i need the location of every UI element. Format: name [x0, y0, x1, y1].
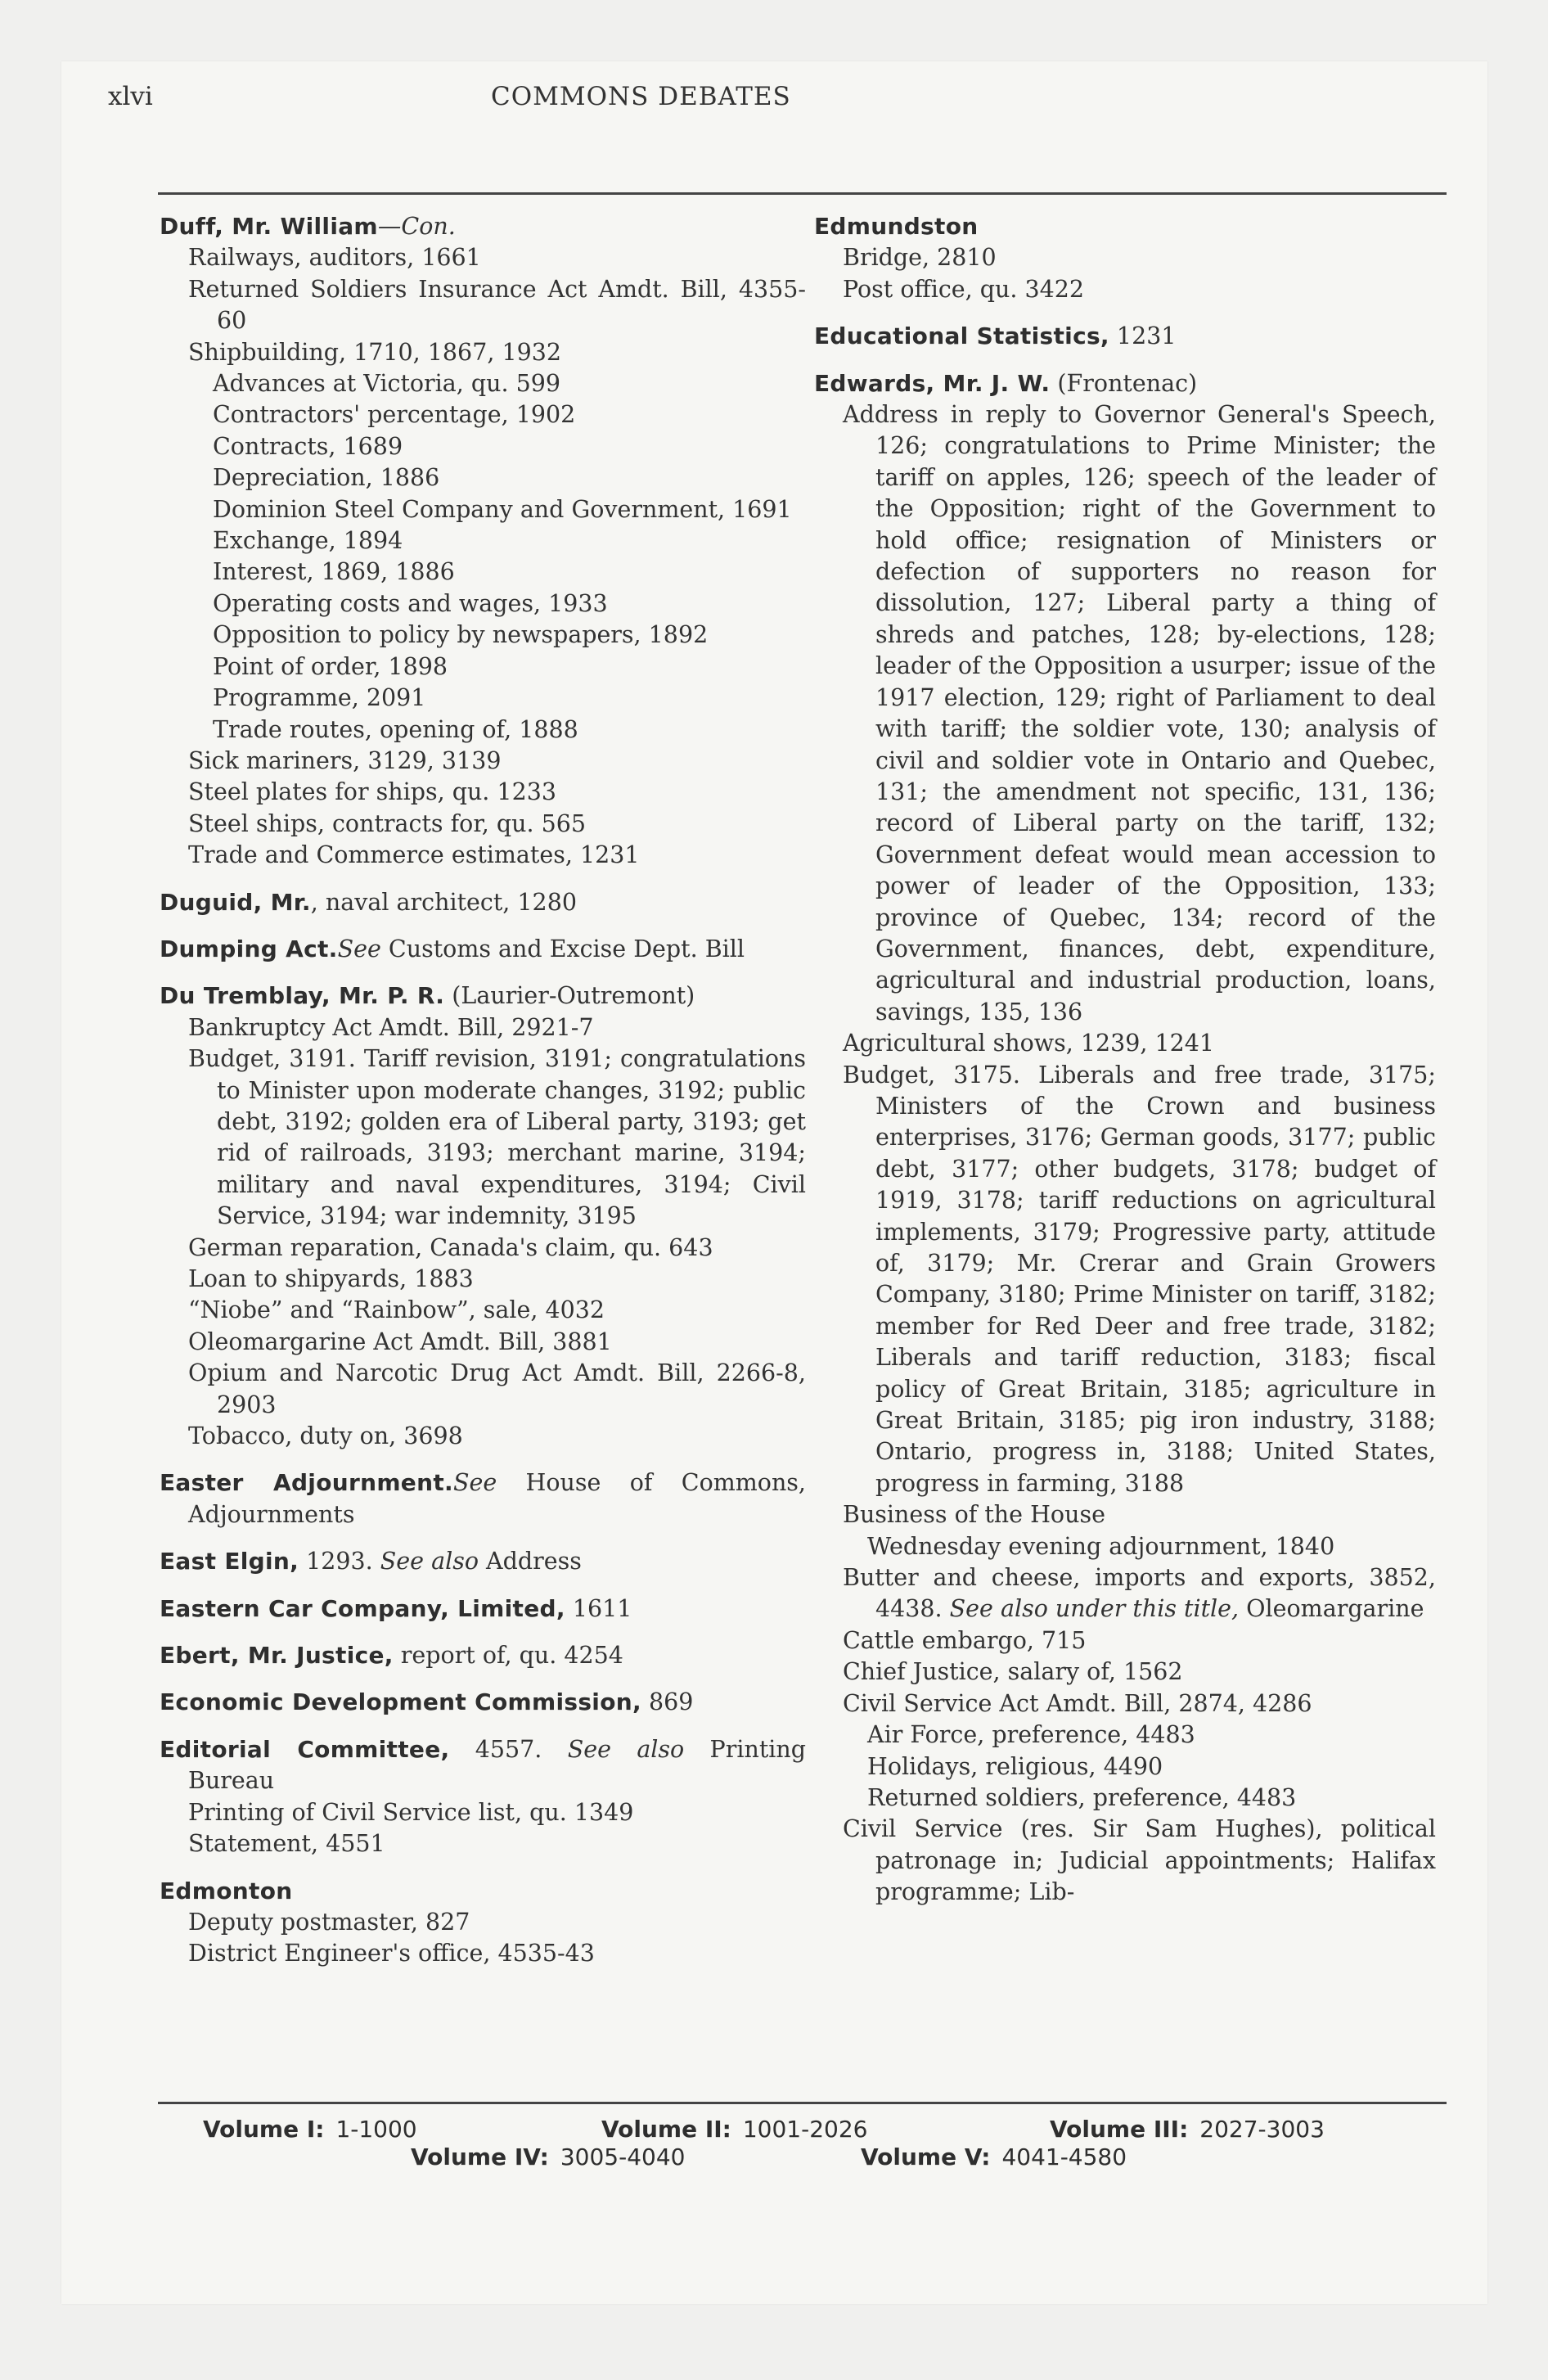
volume-range: 2027-3003 [1199, 2116, 1325, 2143]
index-entry [160, 980, 806, 1452]
index-item [160, 274, 806, 337]
index-item [160, 1907, 806, 1938]
index-entry [160, 934, 806, 965]
heading-detail: 1231 [1109, 322, 1177, 350]
item-text: Railways, auditors, 1661 [188, 244, 481, 272]
heading-name: Editorial Committee, [160, 1735, 450, 1763]
index-subitem [814, 1783, 1436, 1814]
item-text: Loan to shipyards, 1883 [188, 1265, 474, 1292]
index-subitem [160, 714, 806, 746]
index-item [160, 1327, 806, 1358]
index-item [160, 242, 806, 273]
volume-label: Volume V: [861, 2143, 991, 2170]
index-subitem [160, 588, 806, 620]
heading-detail: 869 [641, 1688, 694, 1716]
running-title: COMMONS DEBATES [491, 82, 791, 111]
item-text-tail: Oleomargarine [1246, 1595, 1424, 1623]
item-text: District Engineer's office, 4535-43 [188, 1940, 595, 1968]
heading-detail: Address [479, 1548, 582, 1575]
heading-detail: 4557. [449, 1735, 568, 1763]
index-item [160, 1421, 806, 1452]
item-text: Sick mariners, 3129, 3139 [188, 746, 502, 774]
heading-detail: report of, qu. 4254 [393, 1642, 623, 1670]
heading-name: Edmonton [160, 1877, 293, 1904]
item-text: Address in reply to Governor General's Speech, 126; congratulations to Prime Minister; the tariff on apples, 126; speech of the leader of the Opposition; right of the Government to hold office; resignation of Ministers or defection of supporters no reason for dissolution, 127; Liberal party a thing of shreds and patches, 128; by-elections, 128; leader of the Opposition a usurper; issue of the 1917 election, 129; right of Parliament to deal with tariff; the soldier vote, 130; analysis of civil and soldier vote in Ontario and Quebec, 131; the amendment not specific, 131, 136; record of Liberal party on the tariff, 132; Government defeat would mean accession to power of leader of the Opposition, 133; province of Quebec, 134; record of the Government, finances, debt, expenditure, agricultural and industrial production, loans, savings, 135, 136 [843, 401, 1436, 1025]
heading-detail: 1293. [299, 1548, 380, 1575]
index-entry [160, 1640, 806, 1671]
volume-4 [411, 2143, 685, 2170]
index-item [814, 274, 1436, 305]
heading-detail: Printing Bureau [188, 1735, 806, 1795]
entry-heading [160, 1734, 806, 1797]
volume-label: Volume II: [601, 2116, 731, 2143]
heading-name: Ebert, Mr. Justice, [160, 1642, 394, 1670]
entry-heading [160, 211, 806, 242]
index-item [160, 840, 806, 871]
index-entry [160, 1467, 806, 1530]
entry-heading [160, 1687, 806, 1718]
item-text: Opium and Narcotic Drug Act Amdt. Bill, 2266-8, 2903 [188, 1359, 806, 1418]
entry-heading [814, 211, 1436, 242]
item-text: Agricultural shows, 1239, 1241 [843, 1030, 1215, 1057]
entry-heading [160, 934, 806, 965]
heading-detail: —Con. [377, 213, 456, 240]
header-rule [158, 192, 1447, 195]
heading-detail: (Frontenac) [1050, 369, 1198, 397]
index-item [160, 1264, 806, 1295]
item-text: Returned soldiers, preference, 4483 [867, 1783, 1297, 1811]
item-text: Contracts, 1689 [213, 432, 403, 460]
see-reference: See [452, 1469, 497, 1497]
footer-rule [158, 2102, 1447, 2104]
item-text: Air Force, preference, 4483 [867, 1721, 1195, 1749]
heading-name: Duff, Mr. William [160, 213, 378, 240]
page-number: xlvi [108, 82, 153, 111]
index-item [814, 1028, 1436, 1059]
volume-3 [1050, 2116, 1325, 2143]
index-item [814, 1688, 1436, 1720]
item-text: Printing of Civil Service list, qu. 1349 [188, 1798, 634, 1826]
index-item [814, 1814, 1436, 1908]
item-text: Butter and cheese, imports and exports, 3852, 4438. [843, 1564, 1436, 1623]
item-text: Depreciation, 1886 [213, 464, 440, 492]
index-subitem [160, 651, 806, 683]
item-text: Steel plates for ships, qu. 1233 [188, 778, 556, 806]
volume-2 [601, 2116, 867, 2143]
heading-name: Edmundston [814, 213, 979, 240]
index-item [160, 1044, 806, 1232]
see-reference: See [337, 935, 381, 962]
index-item [814, 1499, 1436, 1530]
heading-detail: 1611 [565, 1594, 632, 1622]
index-entry [160, 211, 806, 872]
item-text: Bankruptcy Act Amdt. Bill, 2921-7 [188, 1013, 594, 1041]
heading-detail: House of Commons, Adjournments [188, 1469, 806, 1528]
item-text: Opposition to policy by newspapers, 1892 [213, 621, 709, 649]
item-text: Civil Service Act Amdt. Bill, 2874, 4286 [843, 1689, 1312, 1717]
volume-label: Volume I: [203, 2116, 325, 2143]
entry-heading [160, 1467, 806, 1530]
item-text: Statement, 4551 [188, 1830, 385, 1858]
item-text: Operating costs and wages, 1933 [213, 589, 608, 617]
index-item [160, 1233, 806, 1264]
index-subitem [160, 620, 806, 651]
see-also-reference: See also [380, 1548, 479, 1575]
index-item [160, 746, 806, 777]
index-entry [160, 1546, 806, 1577]
index-item [160, 1012, 806, 1044]
index-item [160, 1358, 806, 1421]
volume-label: Volume IV: [411, 2143, 549, 2170]
volume-range: 1001-2026 [742, 2116, 868, 2143]
item-text: Chief Justice, salary of, 1562 [843, 1658, 1183, 1686]
item-text: Trade and Commerce estimates, 1231 [188, 841, 640, 869]
volume-1 [203, 2116, 417, 2143]
index-item [814, 1562, 1436, 1625]
heading-name: Du Tremblay, Mr. P. R. [160, 982, 445, 1010]
volume-label: Volume III: [1050, 2116, 1189, 2143]
item-text: Point of order, 1898 [213, 652, 448, 680]
heading-name: Educational Statistics, [814, 322, 1109, 350]
item-text: Dominion Steel Company and Government, 1691 [213, 495, 792, 523]
item-text: Steel ships, contracts for, qu. 565 [188, 809, 587, 837]
item-text: Wednesday evening adjournment, 1840 [867, 1532, 1335, 1560]
entry-heading [814, 368, 1436, 399]
index-subitem [160, 368, 806, 399]
index-item [160, 1938, 806, 1969]
heading-name: Edwards, Mr. J. W. [814, 369, 1051, 397]
left-column [160, 211, 806, 1970]
index-item [160, 809, 806, 840]
item-text: Budget, 3191. Tariff revision, 3191; congratulations to Minister upon moderate changes, 3192; public debt, 3192; golden era of Liberal party, 3193; get rid of railroads, 3193; merchant marine, 3194; military and naval expenditures, 3194; Civil Service, 3194; war indemnity, 3195 [188, 1045, 806, 1230]
see-also-reference: See also [567, 1735, 685, 1763]
index-item [814, 1657, 1436, 1688]
entry-heading [160, 1640, 806, 1671]
item-text: Holidays, religious, 4490 [867, 1752, 1163, 1780]
index-subitem [160, 494, 806, 525]
item-text: Cattle embargo, 715 [843, 1626, 1087, 1654]
index-entry [160, 1687, 806, 1718]
item-text: Deputy postmaster, 827 [188, 1908, 470, 1936]
index-entry [160, 887, 806, 918]
index-subitem [814, 1751, 1436, 1783]
index-item [160, 777, 806, 808]
entry-heading [160, 1593, 806, 1625]
item-text: Exchange, 1894 [213, 527, 403, 555]
item-text: Programme, 2091 [213, 684, 426, 712]
index-entry [160, 1734, 806, 1860]
index-item [814, 399, 1436, 1028]
heading-name: East Elgin, [160, 1548, 299, 1575]
entry-heading [160, 1876, 806, 1907]
entry-heading [160, 887, 806, 918]
index-entry [814, 321, 1436, 352]
index-entry [160, 1876, 806, 1970]
entry-heading [814, 321, 1436, 352]
entry-heading [160, 980, 806, 1012]
item-text: Advances at Victoria, qu. 599 [213, 370, 561, 398]
heading-name: Duguid, Mr. [160, 888, 311, 916]
index-item [814, 242, 1436, 273]
item-text: Budget, 3175. Liberals and free trade, 3175; Ministers of the Crown and business enterprises, 3176; German goods, 3177; public debt, 3177; other budgets, 3178; budget of 1919, 3178; tariff reductions on agricultural implements, 3179; Progressive party, attitude of, 3179; Mr. Crerar and Grain Growers Company, 3180; Prime Minister on tariff, 3182; member for Red Deer and free trade, 3182; Liberals and tariff reduction, 3183; fiscal policy of Great Britain, 3185; agriculture in Great Britain, 3185; pig iron industry, 3188; Ontario, progress in, 3188; United States, progress in farming, 3188 [843, 1061, 1436, 1497]
heading-detail: , naval architect, 1280 [310, 888, 577, 916]
index-subitem [160, 557, 806, 588]
index-subitem [160, 462, 806, 494]
volume-range: 4041-4580 [1001, 2143, 1127, 2170]
index-subitem [160, 399, 806, 430]
item-text: Civil Service (res. Sir Sam Hughes), political patronage in; Judicial appointments; Halifax programme; Lib- [843, 1815, 1436, 1906]
right-column [814, 211, 1436, 1909]
see-also-reference: See also under this title, [949, 1595, 1240, 1623]
heading-detail: (Laurier-Outremont) [444, 982, 695, 1010]
volume-5 [861, 2143, 1127, 2170]
item-text: Post office, qu. 3422 [843, 275, 1085, 303]
item-text: German reparation, Canada's claim, qu. 643 [188, 1233, 713, 1261]
item-text: Oleomargarine Act Amdt. Bill, 3881 [188, 1327, 612, 1355]
item-text: Interest, 1869, 1886 [213, 558, 455, 586]
item-text: Tobacco, duty on, 3698 [188, 1422, 463, 1450]
heading-detail: Customs and Excise Dept. Bill [380, 935, 745, 962]
index-subitem [814, 1720, 1436, 1751]
index-entry [814, 211, 1436, 305]
entry-heading [160, 1546, 806, 1577]
item-text: Bridge, 2810 [843, 244, 997, 272]
item-text: “Niobe” and “Rainbow”, sale, 4032 [188, 1296, 605, 1324]
heading-name: Dumping Act. [160, 935, 338, 962]
index-entry [814, 368, 1436, 1909]
heading-name: Eastern Car Company, Limited, [160, 1594, 565, 1622]
item-text: Business of the House [843, 1501, 1105, 1529]
volume-range: 3005-4040 [560, 2143, 686, 2170]
index-item [814, 1625, 1436, 1657]
item-text: Returned Soldiers Insurance Act Amdt. Bill, 4355-60 [188, 275, 806, 335]
index-item [814, 1060, 1436, 1500]
heading-name: Easter Adjournment. [160, 1469, 453, 1497]
index-entry [160, 1593, 806, 1625]
index-subitem [814, 1531, 1436, 1562]
index-subitem [160, 431, 806, 462]
index-subitem [160, 683, 806, 714]
index-item [160, 1797, 806, 1828]
index-item [160, 337, 806, 368]
index-item [160, 1295, 806, 1326]
item-text: Contractors' percentage, 1902 [213, 401, 576, 429]
item-text: Shipbuilding, 1710, 1867, 1932 [188, 338, 561, 366]
volume-range: 1-1000 [335, 2116, 417, 2143]
item-text: Trade routes, opening of, 1888 [213, 715, 578, 743]
index-subitem [160, 525, 806, 557]
heading-name: Economic Development Commission, [160, 1688, 641, 1716]
index-item [160, 1828, 806, 1859]
